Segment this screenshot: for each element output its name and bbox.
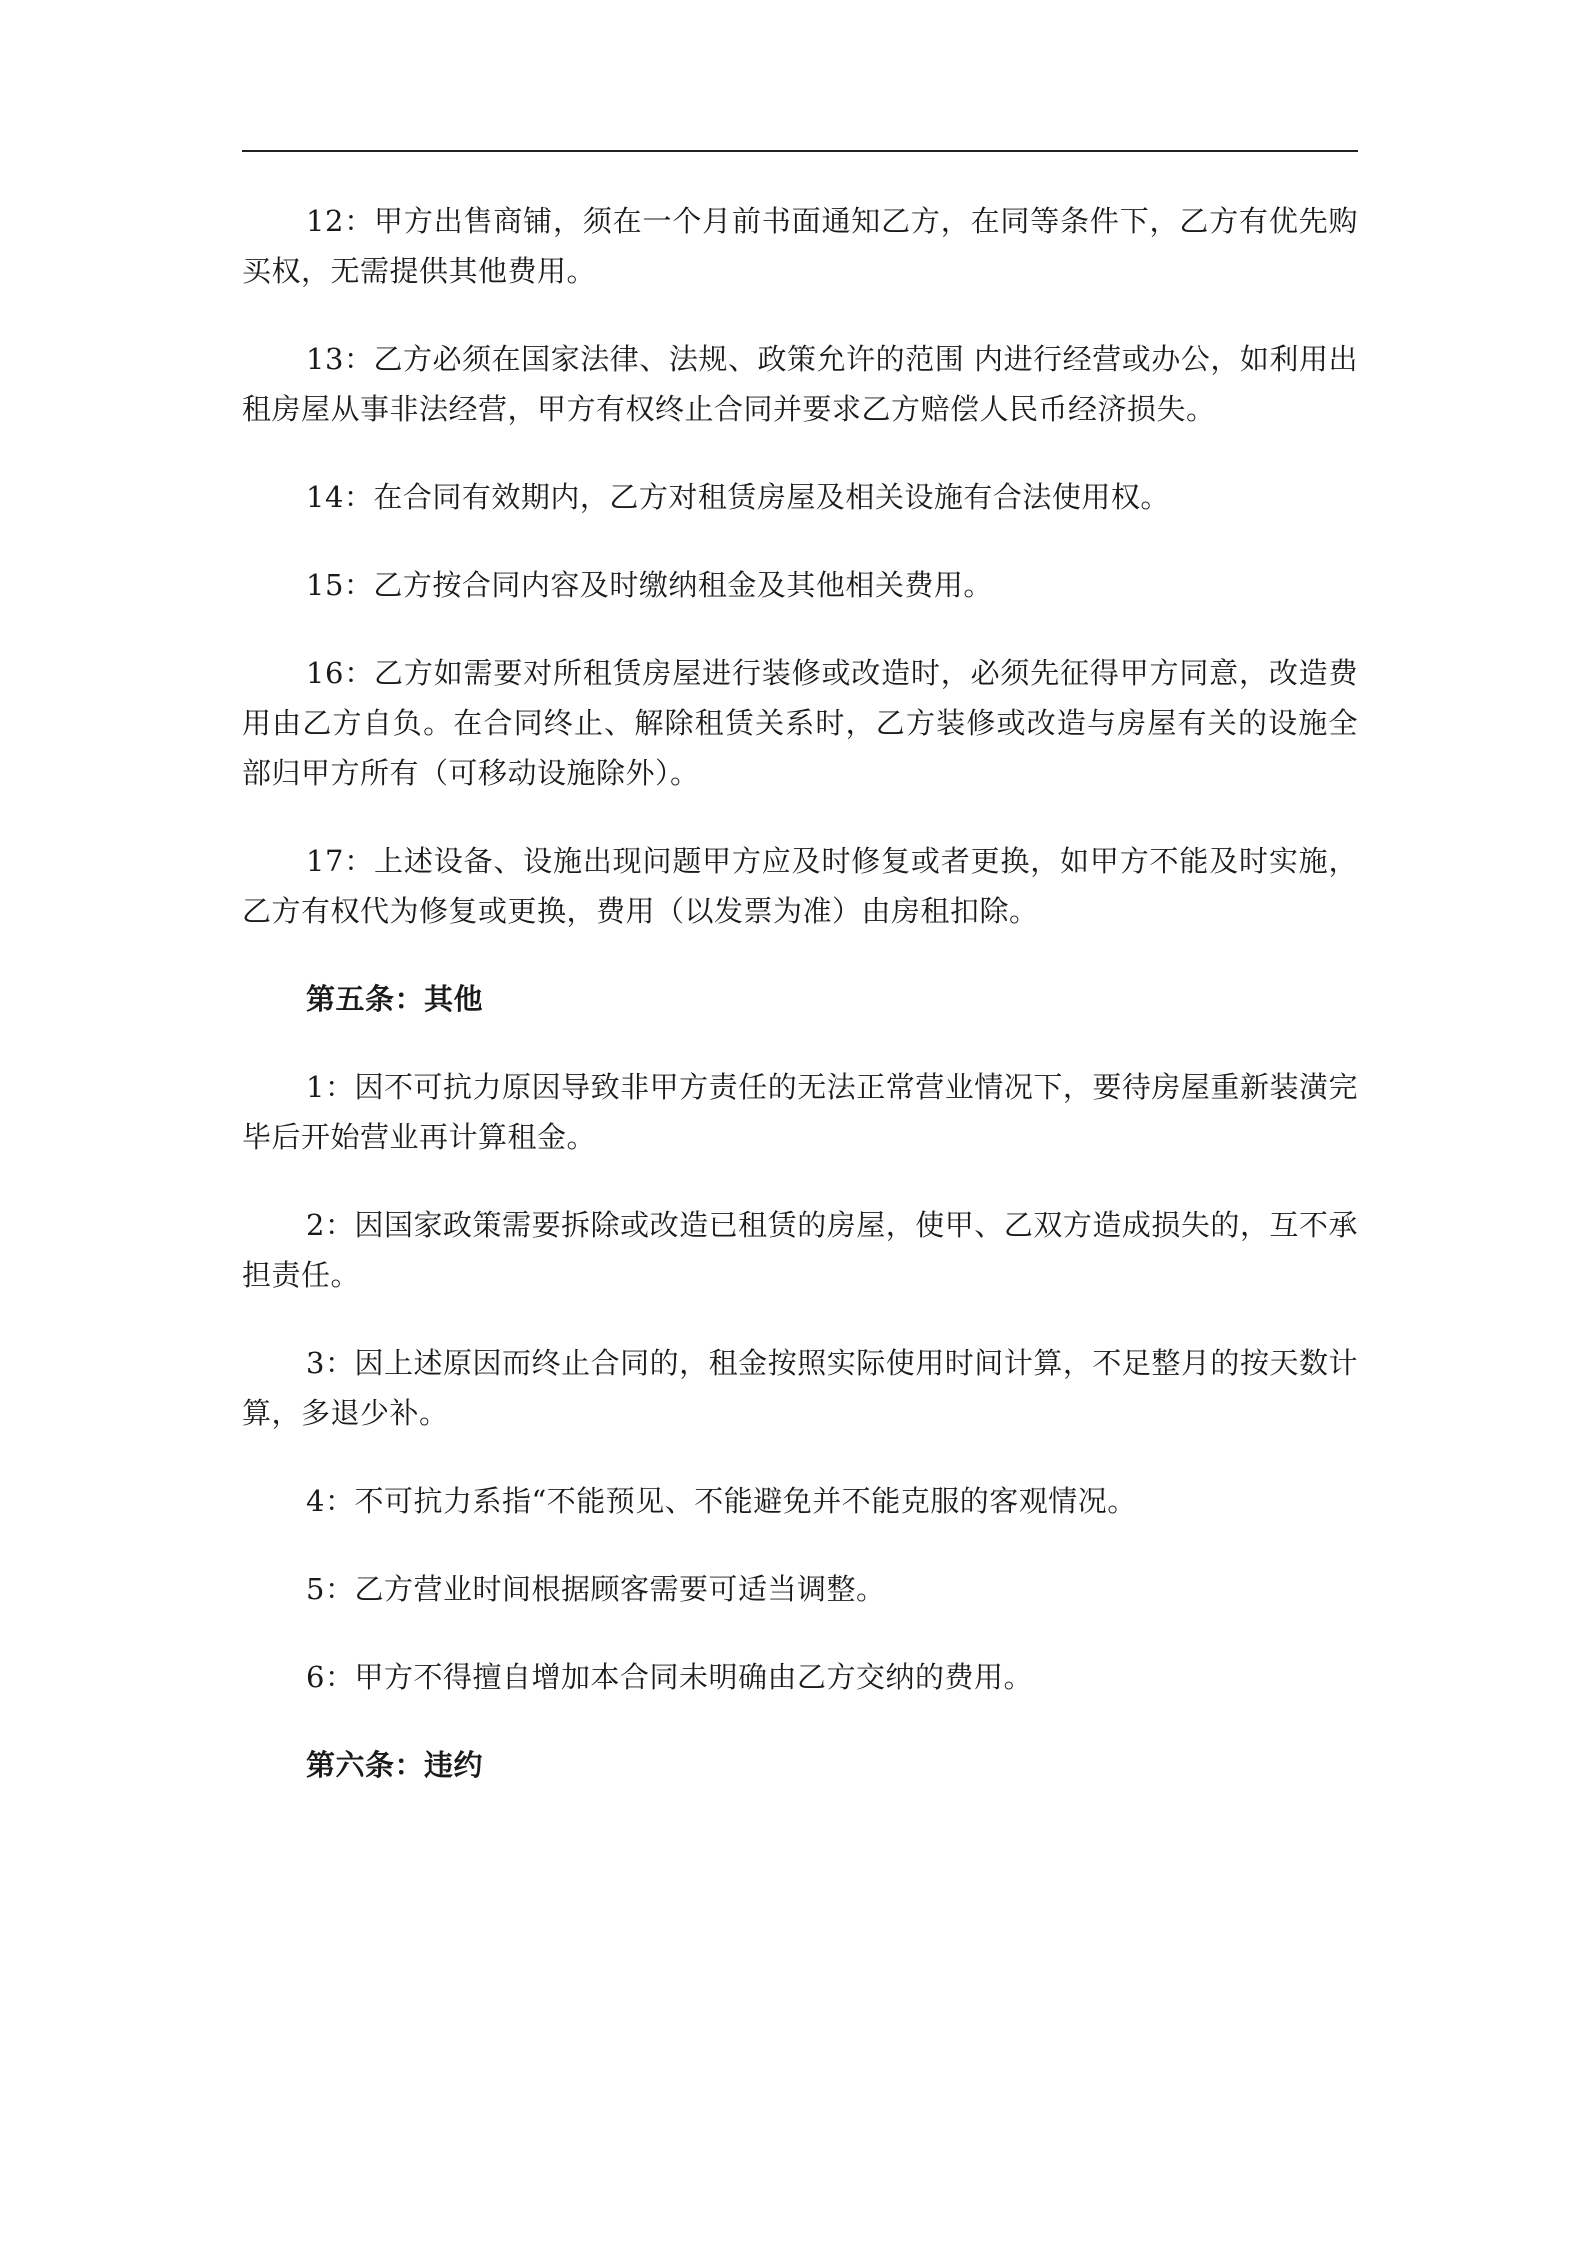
clause-16: 16：乙方如需要对所租赁房屋进行装修或改造时，必须先征得甲方同意，改造费用由乙方自负。在合同终止、解除租赁关系时，乙方装修或改造与房屋有关的设施全部归甲方所有（可移动设施除外）。 (242, 656, 1358, 790)
section-5-heading: 第五条：其他 (306, 982, 484, 1016)
section-5-clause-3: 3：因上述原因而终止合同的，租金按照实际使用时间计算，不足整月的按天数计算，多退少补。 (242, 1346, 1358, 1430)
clause-13: 13：乙方必须在国家法律、法规、政策允许的范围 内进行经营或办公，如利用出租房屋从事非法经营，甲方有权终止合同并要求乙方赔偿人民币经济损失。 (242, 342, 1358, 426)
clause-17: 17：上述设备、设施出现问题甲方应及时修复或者更换，如甲方不能及时实施，乙方有权代为修复或更换，费用（以发票为准）由房租扣除。 (242, 844, 1358, 928)
section-5-clause-5: 5：乙方营业时间根据顾客需要可适当调整。 (306, 1572, 886, 1606)
section-5-clause-1: 1：因不可抗力原因导致非甲方责任的无法正常营业情况下，要待房屋重新装潢完毕后开始营业再计算租金。 (242, 1070, 1358, 1154)
clause-12: 12：甲方出售商铺，须在一个月前书面通知乙方，在同等条件下，乙方有优先购买权，无需提供其他费用。 (242, 204, 1358, 288)
header-rule (242, 150, 1358, 152)
section-6-heading: 第六条：违约 (306, 1748, 484, 1782)
document-body (242, 196, 1358, 1828)
section-5-clause-2: 2：因国家政策需要拆除或改造已租赁的房屋，使甲、乙双方造成损失的，互不承担责任。 (242, 1208, 1358, 1292)
clause-15: 15：乙方按合同内容及时缴纳租金及其他相关费用。 (306, 568, 993, 602)
section-5-clause-4: 4：不可抗力系指“不能预见、不能避免并不能克服的客观情况。 (306, 1484, 1137, 1518)
clause-14: 14：在合同有效期内，乙方对租赁房屋及相关设施有合法使用权。 (306, 480, 1170, 514)
section-5-clause-6: 6：甲方不得擅自增加本合同未明确由乙方交纳的费用。 (306, 1660, 1033, 1694)
